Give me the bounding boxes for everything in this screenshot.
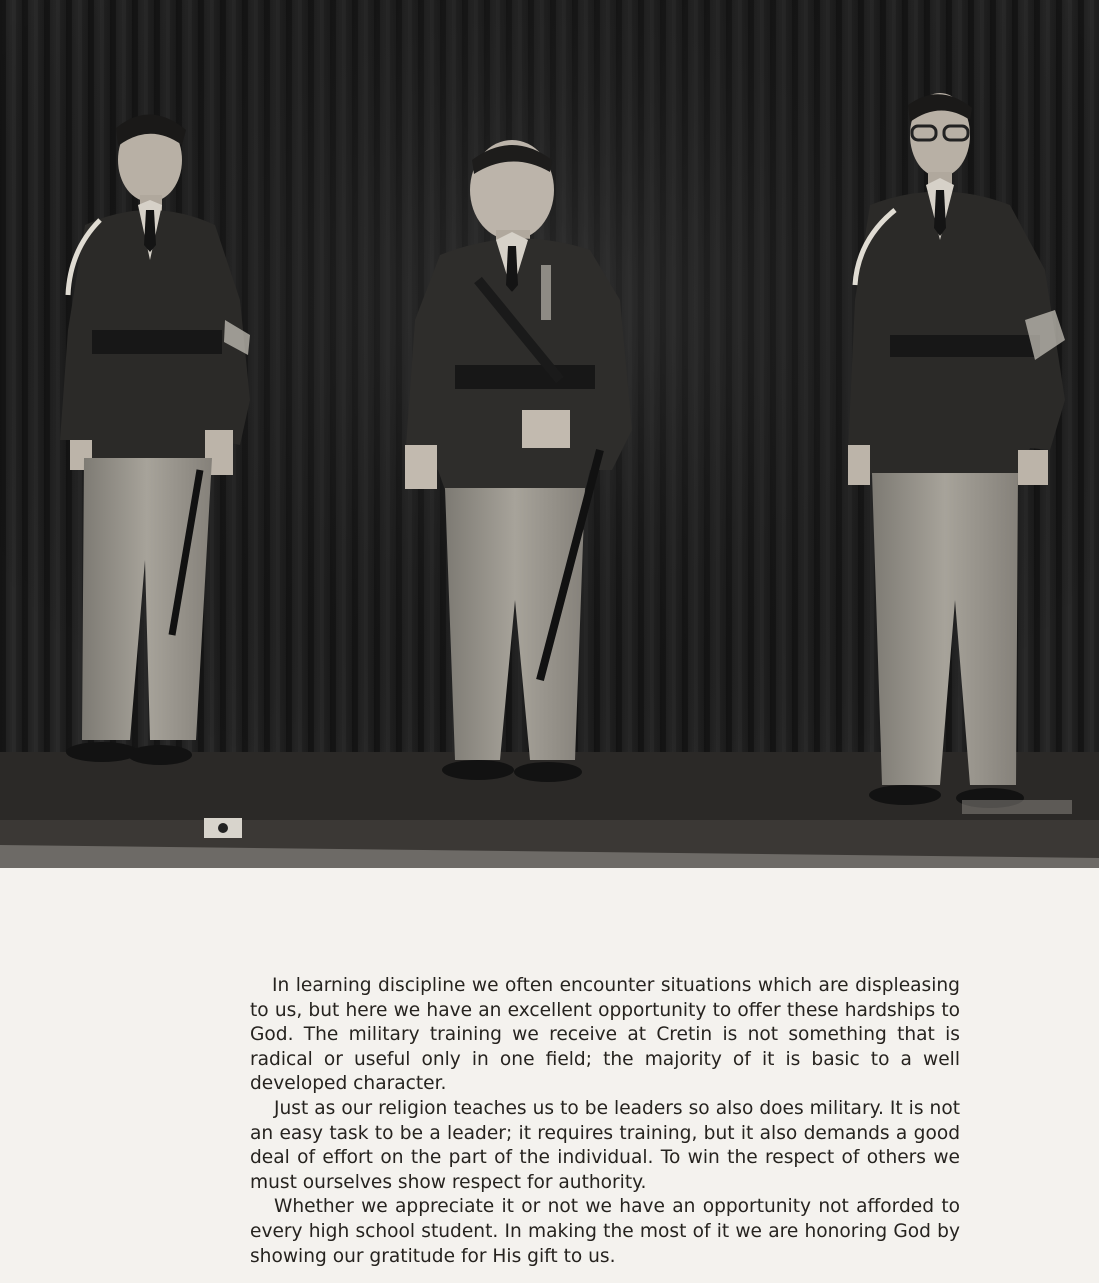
paragraph-leadership: Just as our religion teaches us to be leaders so also does military. It is not an easy task to be a leader; it requires training, but it also demands a good deal of effort on the part of the individual. To win the respect of others we must ourselves show respect for authority. — [250, 1097, 960, 1193]
paragraph-opportunity: Whether we appreciate it or not we have an opportunity not afforded to every high school student. In making the most of it we are honoring God by showing our gratitude for His gift to us. — [250, 1196, 960, 1267]
article-text — [250, 974, 960, 1269]
paragraph-discipline: In learning discipline we often encounter situations which are displeasing to us, but here we have an excellent opportunity to offer these hardships to God. The military training we receive at Cretin is not something that is radical or useful only in one field; the majority of it is basic to a well developed character. — [250, 975, 960, 1095]
